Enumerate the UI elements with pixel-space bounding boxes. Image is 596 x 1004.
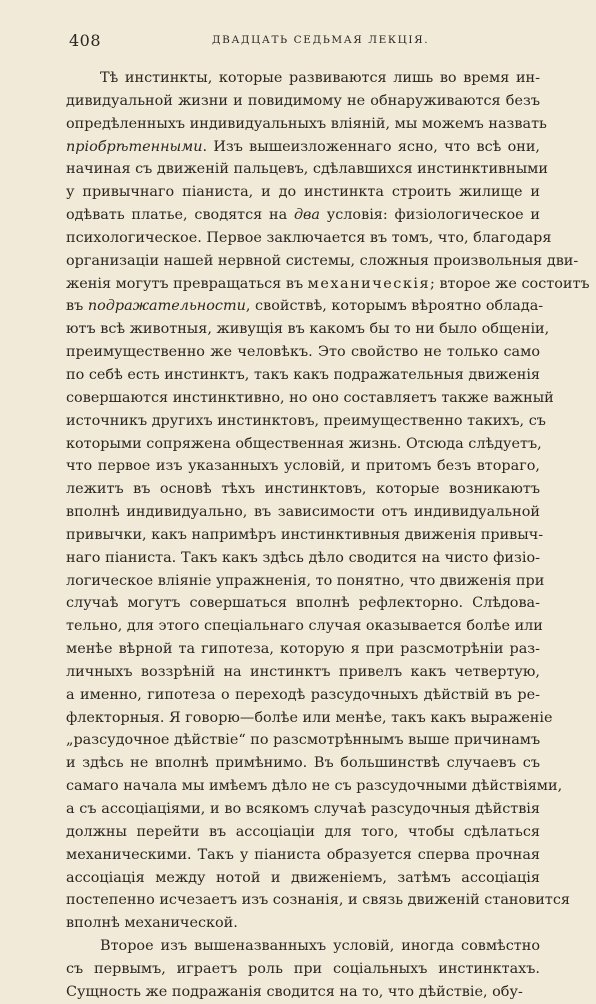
text-run: тельно, для этого спеціальнаго случая оказывается болѣе или — [66, 618, 543, 635]
text-run: у привычнаго піаниста, и до инстинкта строить жилище и — [66, 184, 540, 201]
text-line — [66, 684, 540, 707]
text-run: которыми сопряжена общественная жизнь. Отсюда слѣдуетъ, — [66, 435, 542, 452]
text-line — [66, 889, 570, 912]
text-run: наго піаниста. Такъ какъ здѣсь дѣло сводится на чисто физіо- — [66, 549, 540, 566]
text-run: ; второе же состоитъ — [430, 275, 590, 292]
text-line — [66, 433, 540, 456]
text-run: , свойствѣ, которымъ вѣроятно облада- — [245, 298, 544, 315]
text-run: а съ ассоціаціями, и во всякомъ случаѣ разсудочныя дѣйствія — [66, 801, 540, 817]
text-run: Второе изъ вышеназванныхъ условій, иногда совмѣстно — [100, 938, 540, 955]
text-line — [66, 638, 540, 661]
text-run: совершаются инстинктивно, но оно составляетъ также важный — [66, 389, 554, 406]
text-run: лежитъ въ основѣ тѣхъ инстинктовъ, которые возникаютъ — [66, 481, 540, 498]
text-line — [66, 958, 540, 981]
text-line — [66, 158, 548, 181]
text-run: Тѣ инстинкты, которые развиваются лишь во время ин- — [100, 70, 540, 86]
text-run: менѣе вѣрной та гипотеза, которую я при разсмотрѣніи раз- — [66, 641, 540, 658]
paragraph — [66, 67, 590, 935]
spaced-text: механическія — [307, 275, 431, 292]
running-head: ДВАДЦАТЬ СЕДЬМАЯ ЛЕКЦІЯ. — [212, 34, 430, 46]
text-line — [66, 227, 552, 250]
text-run: ютъ всѣ животныя, живущія въ какомъ бы то ни было общеніи, — [66, 321, 550, 338]
text-run: условія: физіологическое и — [320, 207, 541, 224]
text-run: механическими. Такъ у піаниста образуется сперва прочная — [66, 846, 540, 863]
text-run: женія могутъ превращаться въ — [66, 275, 308, 292]
text-line — [66, 912, 540, 935]
italic-text: подражательности — [87, 298, 246, 315]
text-run: „разсудочное дѣйствіе“ по разсмотрѣннымъ выше причинамъ — [66, 732, 541, 749]
text-line — [66, 524, 544, 547]
page-number: 408 — [69, 31, 102, 50]
text-run: должны перейти въ ассоціаціи для того, чтобы сдѣлаться — [66, 823, 540, 840]
text-line — [66, 798, 540, 821]
text-line — [66, 592, 540, 615]
text-run: вполнѣ механической. — [66, 915, 238, 932]
text-run: организаціи нашей нервной системы, сложныя произвольныя дви- — [66, 252, 579, 269]
page-header — [66, 31, 542, 51]
text-line — [66, 615, 543, 638]
text-run: случаѣ могутъ совершаться вполнѣ рефлекторно. Слѣдова- — [66, 595, 540, 612]
text-line — [66, 981, 540, 1004]
text-line — [66, 410, 546, 433]
text-run: дивидуальной жизни и повидимому не обнаруживаются безъ — [66, 92, 540, 109]
text-run: начиная съ движеній пальцевъ, сдѣлавшихся инстинктивными — [66, 161, 548, 178]
text-run: съ первымъ, играетъ роль при соціальныхъ инстинктахъ. — [66, 960, 540, 977]
text-run: постепенно исчезаетъ изъ сознанія, и связь движеній становится — [66, 892, 570, 909]
text-line — [66, 707, 553, 730]
text-line — [66, 729, 540, 752]
text-line — [66, 387, 554, 410]
text-line — [66, 204, 540, 227]
text-line — [66, 318, 550, 341]
text-line — [66, 273, 590, 296]
text-run: самаго начала мы имѣемъ дѣло не съ разсудочными дѣйствіями, — [66, 778, 563, 795]
text-line — [66, 844, 540, 867]
text-line — [66, 455, 540, 478]
text-run: логическое вліяніе упражненія, то понятно, что движенія при — [66, 572, 545, 589]
text-line — [66, 364, 540, 387]
text-line — [66, 867, 540, 890]
paragraph — [66, 935, 540, 1004]
text-run: привычки, какъ напримѣръ инстинктивныя движенія привыч- — [66, 526, 544, 543]
text-line — [66, 67, 540, 90]
text-run: Сущность же подражанія сводится на то, что дѣйствіе, обу- — [66, 983, 523, 1000]
text-line — [66, 136, 540, 159]
text-line — [66, 547, 540, 570]
text-line — [66, 478, 540, 501]
text-run: опредѣленныхъ индивидуальныхъ вліяній, мы можемъ назвать — [66, 115, 547, 132]
text-line — [66, 181, 540, 204]
text-line — [66, 250, 579, 273]
text-run: . Изъ вышеизложеннаго ясно, что всѣ они, — [202, 138, 540, 155]
text-run: источникъ другихъ инстинктовъ, преимущественно такихъ, съ — [66, 412, 546, 429]
text-run: по себѣ есть инстинктъ, такъ какъ подражательныя движенія — [66, 366, 540, 383]
text-line — [66, 295, 544, 318]
italic-text: пріобрѣтенными — [66, 138, 203, 155]
text-run: преимущественно же человѣкъ. Это свойство не только само — [66, 344, 540, 361]
text-line — [66, 935, 540, 958]
text-run: личныхъ воззрѣній на инстинктъ привелъ какъ четвертую, — [66, 663, 540, 680]
text-run: психологическое. Первое заключается въ томъ, что, благодаря — [66, 229, 552, 246]
text-line — [66, 113, 547, 136]
text-run: флекторныя. Я говорю—болѣе или менѣе, такъ какъ выраженіе — [66, 709, 553, 726]
text-line — [66, 821, 540, 844]
text-line — [66, 90, 540, 113]
text-line — [66, 775, 563, 798]
text-run: и здѣсь не вполнѣ примѣнимо. Въ большинствѣ случаевъ съ — [66, 755, 540, 772]
text-line — [66, 570, 545, 593]
italic-text: два — [293, 207, 321, 224]
text-run: что первое изъ указанныхъ условій, и притомъ безъ втораго, — [66, 458, 540, 475]
text-line — [66, 752, 540, 775]
text-run: въ — [66, 298, 88, 315]
text-run: а именно, гипотеза о переходѣ разсудочныхъ дѣйствій въ ре- — [66, 686, 540, 703]
text-line — [66, 501, 540, 524]
body-text — [66, 67, 590, 1004]
text-line — [66, 661, 540, 684]
text-run: одѣвать платье, сводятся на — [66, 207, 294, 224]
text-run: ассоціація между нотой и движеніемъ, затѣмъ ассоціація — [66, 869, 540, 886]
text-run: вполнѣ индивидуально, въ зависимости отъ индивидуальной — [66, 504, 540, 521]
text-line — [66, 341, 540, 364]
